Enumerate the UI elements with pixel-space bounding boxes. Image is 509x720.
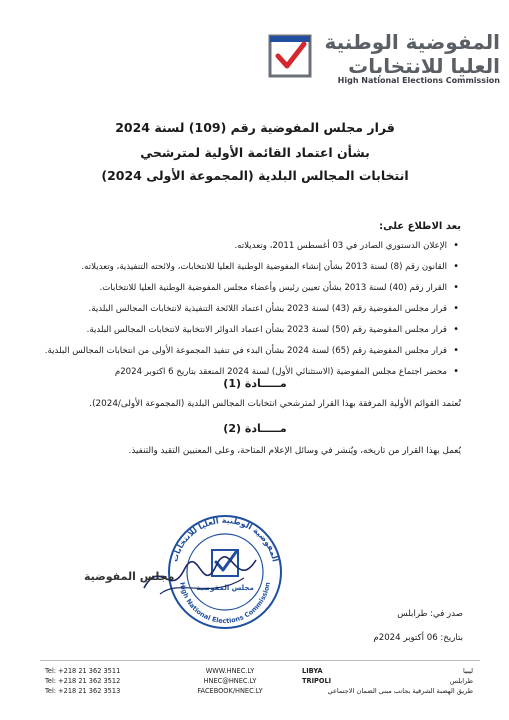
city-ar: طرابلس: [449, 677, 473, 685]
footer-phones: [45, 666, 120, 696]
signatory-title: مجلس المفوضية: [84, 570, 175, 583]
footer-web: [180, 666, 280, 696]
issued-place: صدر في: طرابلس: [397, 609, 463, 619]
seal-center-text: مجلس المفوضية: [196, 584, 254, 592]
logo-english: High National Elections Commission: [337, 76, 500, 85]
reference-item: • قرار مجلس المفوضية رقم (65) لسنة 2024 بشأن البدء في تنفيذ المجموعة الأولى من انتخابات المجالس البلدية.: [41, 345, 461, 357]
decision-subtitle: بشأن اعتماد القائمة الأولية لمترشحي: [140, 145, 370, 160]
email-link[interactable]: HNEC@HNEC.LY: [203, 677, 257, 685]
country-ar: ليبيا: [463, 667, 473, 675]
reference-item: • قرار مجلس المفوضية رقم (43) لسنة 2023 بشأن اعتماد اللائحة التنفيذية لانتخابات المجالس البلدية.: [41, 303, 461, 315]
issued-date: بتاريخ: 06 أكتوبر 2024م: [373, 633, 463, 643]
facebook-link[interactable]: FACEBOOK/HNEC.LY: [197, 687, 263, 695]
references-list: [41, 240, 461, 387]
hnec-logo: [268, 30, 500, 88]
article-1-body: تُعتمد القوائم الأولية المرفقة بهذا القرار لمترشحي انتخابات المجالس البلدية (المجموعة الأولى/2024).: [89, 399, 461, 409]
phone-2: Tel: +218 21 362 3512: [45, 677, 121, 685]
phone-3: Tel: +218 21 362 3513: [45, 687, 121, 695]
country-en: LIBYA: [302, 667, 323, 675]
logo-arabic-line1: المفوضية الوطنية: [324, 30, 500, 54]
reference-item: • محضر اجتماع مجلس المفوضية (الاستثنائي الأول) لسنة 2024 المنعقد بتاريخ 6 اكتوبر 2024م: [41, 366, 461, 378]
article-1-heading: مـــــادة (1): [223, 377, 287, 390]
seal-arabic-text: المفوضية الوطنية العليا للانتخابات: [170, 515, 280, 563]
address-ar: طريق الهضبة الشرقية بجانب مبنى الضمان الاجتماعي: [327, 687, 473, 695]
reference-item: • قرار مجلس المفوضية رقم (50) لسنة 2023 بشأن اعتماد الدوائر الانتخابية لانتخابات المجالس البلدية.: [41, 324, 461, 336]
reference-item: • القانون رقم (8) لسنة 2013 بشأن إنشاء المفوضية الوطنية العليا للانتخابات، ولائحته التنفيذية، وتعديلاته.: [41, 261, 461, 273]
footer-divider: [40, 660, 480, 661]
intro-text: بعد الاطلاع على:: [379, 221, 461, 232]
website-link[interactable]: WWW.HNEC.LY: [205, 667, 255, 675]
decision-title: قرار مجلس المفوضية رقم (109) لسنة 2024: [115, 120, 395, 135]
phone-1: Tel: +218 21 362 3511: [45, 667, 121, 675]
article-2-heading: مـــــادة (2): [223, 422, 287, 435]
ballot-check-icon: [268, 34, 312, 78]
seal-english-text: High National Elections Commission: [178, 581, 272, 626]
decision-subtitle-2: انتخابات المجالس البلدية (المجموعة الأولى 2024): [101, 168, 409, 183]
reference-item: • القرار رقم (40) لسنة 2013 بشأن تعيين رئيس وأعضاء مجلس المفوضية الوطنية العليا للانتخابات.: [41, 282, 461, 294]
footer-location-ar: [327, 666, 473, 696]
city-en: TRIPOLI: [302, 677, 332, 685]
logo-arabic-line2: العليا للانتخابات: [348, 54, 500, 78]
reference-item: • الإعلان الدستوري الصادر في 03 أغسطس 2011، وتعديلاته.: [41, 240, 461, 252]
article-2-body: يُعمل بهذا القرار من تاريخه، ويُنشر في وسائل الإعلام المتاحة، وعلى المعنيين التقيد والتنفيذ.: [128, 446, 461, 456]
